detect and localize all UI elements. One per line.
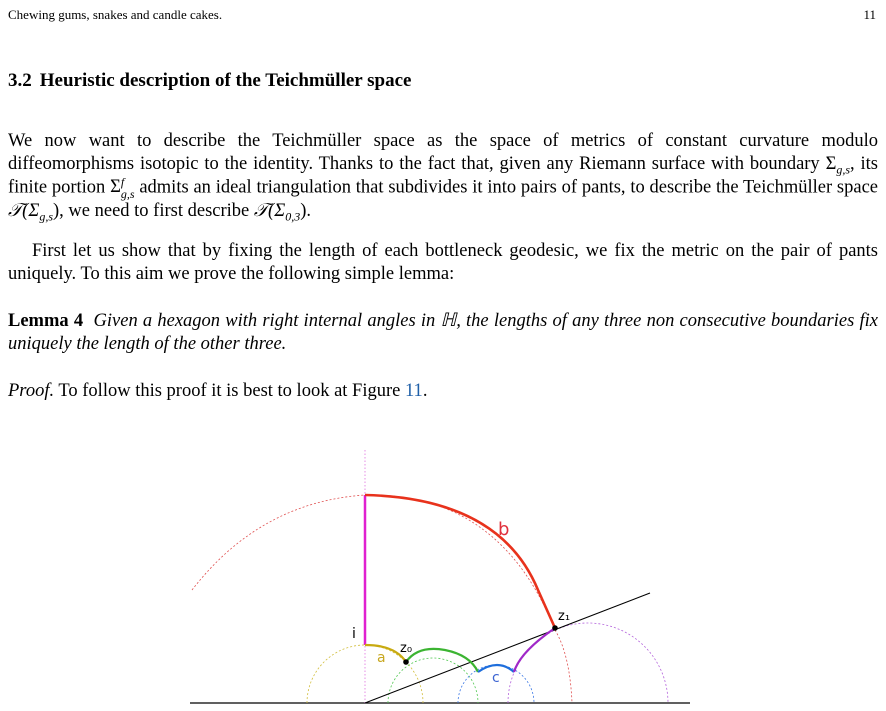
paragraph-1-text-a: We now want to describe the Teichmüller space as the space of metrics of constant curvature modulo diffeomorphisms isotopic to the identity. Thanks to the fact that, given any Riemann surface with boundary (8, 131, 878, 174)
paragraph-2: First let us show that by fixing the length of each bottleneck geodesic, we fix the metric on the pair of pants uniquely. To this aim we prove the following simple lemma: (8, 241, 878, 284)
proof-label: Proof. (8, 381, 55, 401)
paragraph-1-text-c: admits an ideal triangulation that subdivides it into pairs of pants, to describe the Teichmüller space (134, 177, 879, 198)
math-symbol: Σ (825, 154, 837, 174)
lemma-label: Lemma 4 (8, 311, 84, 331)
math-close: ) (53, 201, 60, 221)
page-header (8, 7, 876, 23)
math-superscript: f (120, 175, 125, 189)
section-heading (8, 70, 411, 92)
label-c: c (492, 670, 500, 686)
label-z0: z₀ (400, 641, 413, 656)
red-dotted-circle (555, 630, 572, 703)
math-symbol: Σ (110, 177, 121, 198)
label-i: i (352, 626, 356, 642)
math-subscript: g,s (39, 209, 53, 224)
math-sigma-f-gs (110, 175, 135, 201)
paragraph-1-text-b: , its finite portion (8, 154, 878, 198)
point-z1 (552, 625, 558, 631)
page-number: 11 (863, 7, 876, 22)
math-teich-gs (8, 201, 60, 224)
proof-text: To follow this proof it is best to look at Figure (54, 381, 405, 401)
section-title: Heuristic description of the Teichmüller space (39, 70, 412, 91)
math-teich-03 (253, 201, 311, 224)
purple-side-arc (514, 628, 555, 672)
proof (8, 380, 427, 403)
point-z0 (403, 659, 409, 665)
hexagon-figure (0, 440, 886, 711)
math-symbol: 𝒯(Σ (253, 201, 286, 221)
label-a: a (377, 650, 386, 666)
math-subscript: g,s (836, 162, 851, 177)
math-subscript: g,s (120, 187, 135, 201)
math-close: ). (300, 201, 311, 221)
section-number: 3.2 (8, 70, 32, 91)
running-title: Chewing gums, snakes and candle cakes. (8, 7, 223, 22)
math-sigma-gs (825, 154, 851, 177)
purple-dotted-circle (508, 623, 668, 703)
big-dotted-semicircle (192, 495, 555, 630)
lemma-statement: Given a hexagon with right internal angles in ℍ, the lengths of any three non consecutive boundaries fix uniquely the length of the other three. (8, 311, 878, 354)
figure-reference-link[interactable]: 11 (404, 381, 423, 401)
paragraph-1 (8, 130, 878, 223)
label-b: b (498, 519, 510, 540)
label-z1: z₁ (558, 609, 571, 624)
lemma (8, 310, 878, 356)
math-subscript: 0,3 (285, 209, 301, 224)
green-side-arc (406, 649, 478, 672)
paragraph-1-text-d: , we need to first describe (59, 201, 254, 221)
proof-text-end: . (422, 381, 428, 401)
math-symbol: 𝒯(Σ (8, 201, 40, 221)
